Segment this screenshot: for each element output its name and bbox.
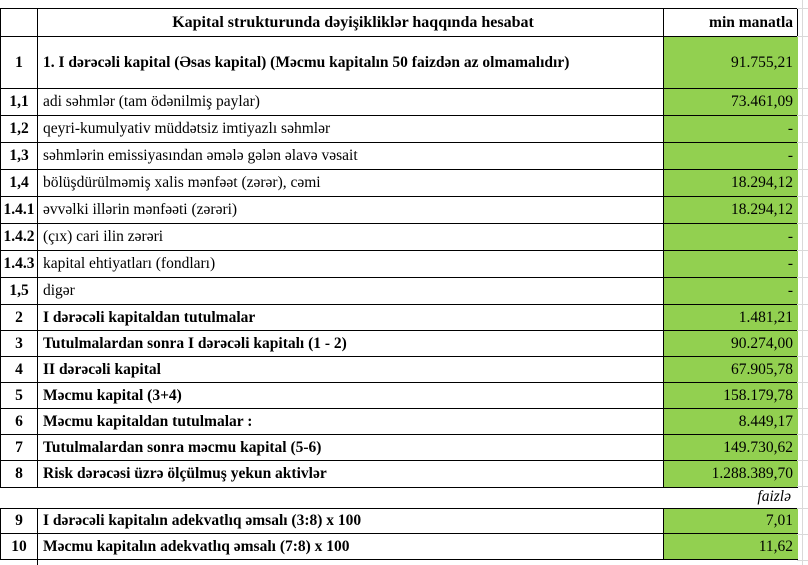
- row-number-cell[interactable]: 4: [1, 357, 38, 382]
- table-row: [1, 409, 797, 435]
- row-label-cell[interactable]: 1. I dərəcəli kapital (Əsas kapital) (Məcmu kapitalın 50 faizdən az olmamalıdır): [38, 37, 664, 88]
- column-gridline: [802, 0, 803, 565]
- border-stub: [37, 560, 38, 565]
- row-value-cell[interactable]: 158.179,78: [664, 383, 798, 408]
- row-value-cell[interactable]: -: [664, 143, 798, 169]
- table-row: [1, 143, 797, 170]
- row-number-cell[interactable]: 9: [1, 509, 38, 533]
- row-label-cell[interactable]: Tutulmalardan sonra I dərəcəli kapitalı (1 - 2): [38, 331, 664, 356]
- table-row: [1, 224, 797, 251]
- row-value-cell[interactable]: -: [664, 278, 798, 304]
- row-value-cell[interactable]: 7,01: [664, 509, 798, 533]
- row-number-cell[interactable]: 5: [1, 383, 38, 408]
- row-value-cell[interactable]: 8.449,17: [664, 409, 798, 434]
- row-number-cell[interactable]: 1.4.2: [1, 224, 38, 250]
- unit-label[interactable]: min manatla: [709, 13, 793, 31]
- row-label-cell[interactable]: Məcmu kapital (3+4): [38, 383, 664, 408]
- adequacy-ratios-table: [0, 508, 798, 560]
- row-number-cell[interactable]: 1,1: [1, 89, 38, 115]
- row-number-cell[interactable]: 1: [1, 37, 38, 88]
- row-number-cell[interactable]: 6: [1, 409, 38, 434]
- row-value-cell[interactable]: 18.294,12: [664, 170, 798, 196]
- table-row: [1, 251, 797, 278]
- row-number-cell[interactable]: 2: [1, 305, 38, 330]
- row-value-cell[interactable]: 149.730,62: [664, 435, 798, 460]
- table-row: [1, 383, 797, 409]
- row-label-cell[interactable]: adi səhmlər (tam ödənilmiş paylar): [38, 89, 664, 115]
- percent-section-label: faizlə: [757, 488, 791, 505]
- row-label-cell[interactable]: səhmlərin emissiyasından əmələ gələn əlavə vəsait: [38, 143, 664, 169]
- header-row: [1, 9, 797, 37]
- table-row: [1, 331, 797, 357]
- capital-structure-table: [0, 8, 798, 488]
- row-number-cell[interactable]: 7: [1, 435, 38, 460]
- row-value-cell[interactable]: -: [664, 224, 798, 250]
- table-row: [1, 89, 797, 116]
- row-value-cell[interactable]: 91.755,21: [664, 37, 798, 88]
- row-label-cell[interactable]: Tutulmalardan sonra məcmu kapital (5-6): [38, 435, 664, 460]
- row-label-cell[interactable]: II dərəcəli kapital: [38, 357, 664, 382]
- row-value-cell[interactable]: 18.294,12: [664, 197, 798, 223]
- row-label-cell[interactable]: bölüşdürülməmiş xalis mənfəət (zərər), cəmi: [38, 170, 664, 196]
- table-row: [1, 357, 797, 383]
- row-label-cell[interactable]: (çıx) cari ilin zərəri: [38, 224, 664, 250]
- row-number-cell[interactable]: 8: [1, 461, 38, 487]
- header-number-cell[interactable]: [1, 9, 38, 36]
- row-label-cell[interactable]: Risk dərəcəsi üzrə ölçülmuş yekun aktivlər: [38, 461, 664, 487]
- row-value-cell[interactable]: 11,62: [664, 534, 798, 559]
- table-row: [1, 37, 797, 89]
- table-row: [1, 461, 797, 487]
- table-row: [1, 305, 797, 331]
- row-number-cell[interactable]: 1,3: [1, 143, 38, 169]
- report-title[interactable]: Kapital strukturunda dəyişikliklər haqqında hesabat: [38, 9, 664, 36]
- table-row: [1, 116, 797, 143]
- row-value-cell[interactable]: 67.905,78: [664, 357, 798, 382]
- row-label-cell[interactable]: I dərəcəli kapitaldan tutulmalar: [38, 305, 664, 330]
- table-row: [1, 197, 797, 224]
- row-number-cell[interactable]: 10: [1, 534, 38, 559]
- row-label-cell[interactable]: Məcmu kapitaldan tutulmalar :: [38, 409, 664, 434]
- row-number-cell[interactable]: 1.4.3: [1, 251, 38, 277]
- row-number-cell[interactable]: 1.4.1: [1, 197, 38, 223]
- row-label-cell[interactable]: Məcmu kapitalın adekvatlıq əmsalı (7:8) x 100: [38, 534, 664, 559]
- row-label-cell[interactable]: I dərəcəli kapitalın adekvatlıq əmsalı (3:8) x 100: [38, 509, 664, 533]
- row-value-cell[interactable]: 90.274,00: [664, 331, 798, 356]
- table-row: [1, 435, 797, 461]
- row-value-cell[interactable]: 73.461,09: [664, 89, 798, 115]
- row-number-cell[interactable]: 1,4: [1, 170, 38, 196]
- row-label-cell[interactable]: əvvəlki illərin mənfəəti (zərəri): [38, 197, 664, 223]
- row-number-cell[interactable]: 3: [1, 331, 38, 356]
- row-value-cell[interactable]: -: [664, 116, 798, 142]
- row-label-cell[interactable]: kapital ehtiyatları (fondları): [38, 251, 664, 277]
- table-row: [1, 278, 797, 305]
- row-value-cell[interactable]: -: [664, 251, 798, 277]
- row-number-cell[interactable]: 1,5: [1, 278, 38, 304]
- row-label-cell[interactable]: digər: [38, 278, 664, 304]
- row-value-cell[interactable]: 1.481,21: [664, 305, 798, 330]
- table-row: [1, 170, 797, 197]
- table-row: [1, 534, 797, 559]
- row-label-cell[interactable]: qeyri-kumulyativ müddətsiz imtiyazlı səhmlər: [38, 116, 664, 142]
- row-value-cell[interactable]: 1.288.389,70: [664, 461, 798, 487]
- row-number-cell[interactable]: 1,2: [1, 116, 38, 142]
- table-row: [1, 509, 797, 534]
